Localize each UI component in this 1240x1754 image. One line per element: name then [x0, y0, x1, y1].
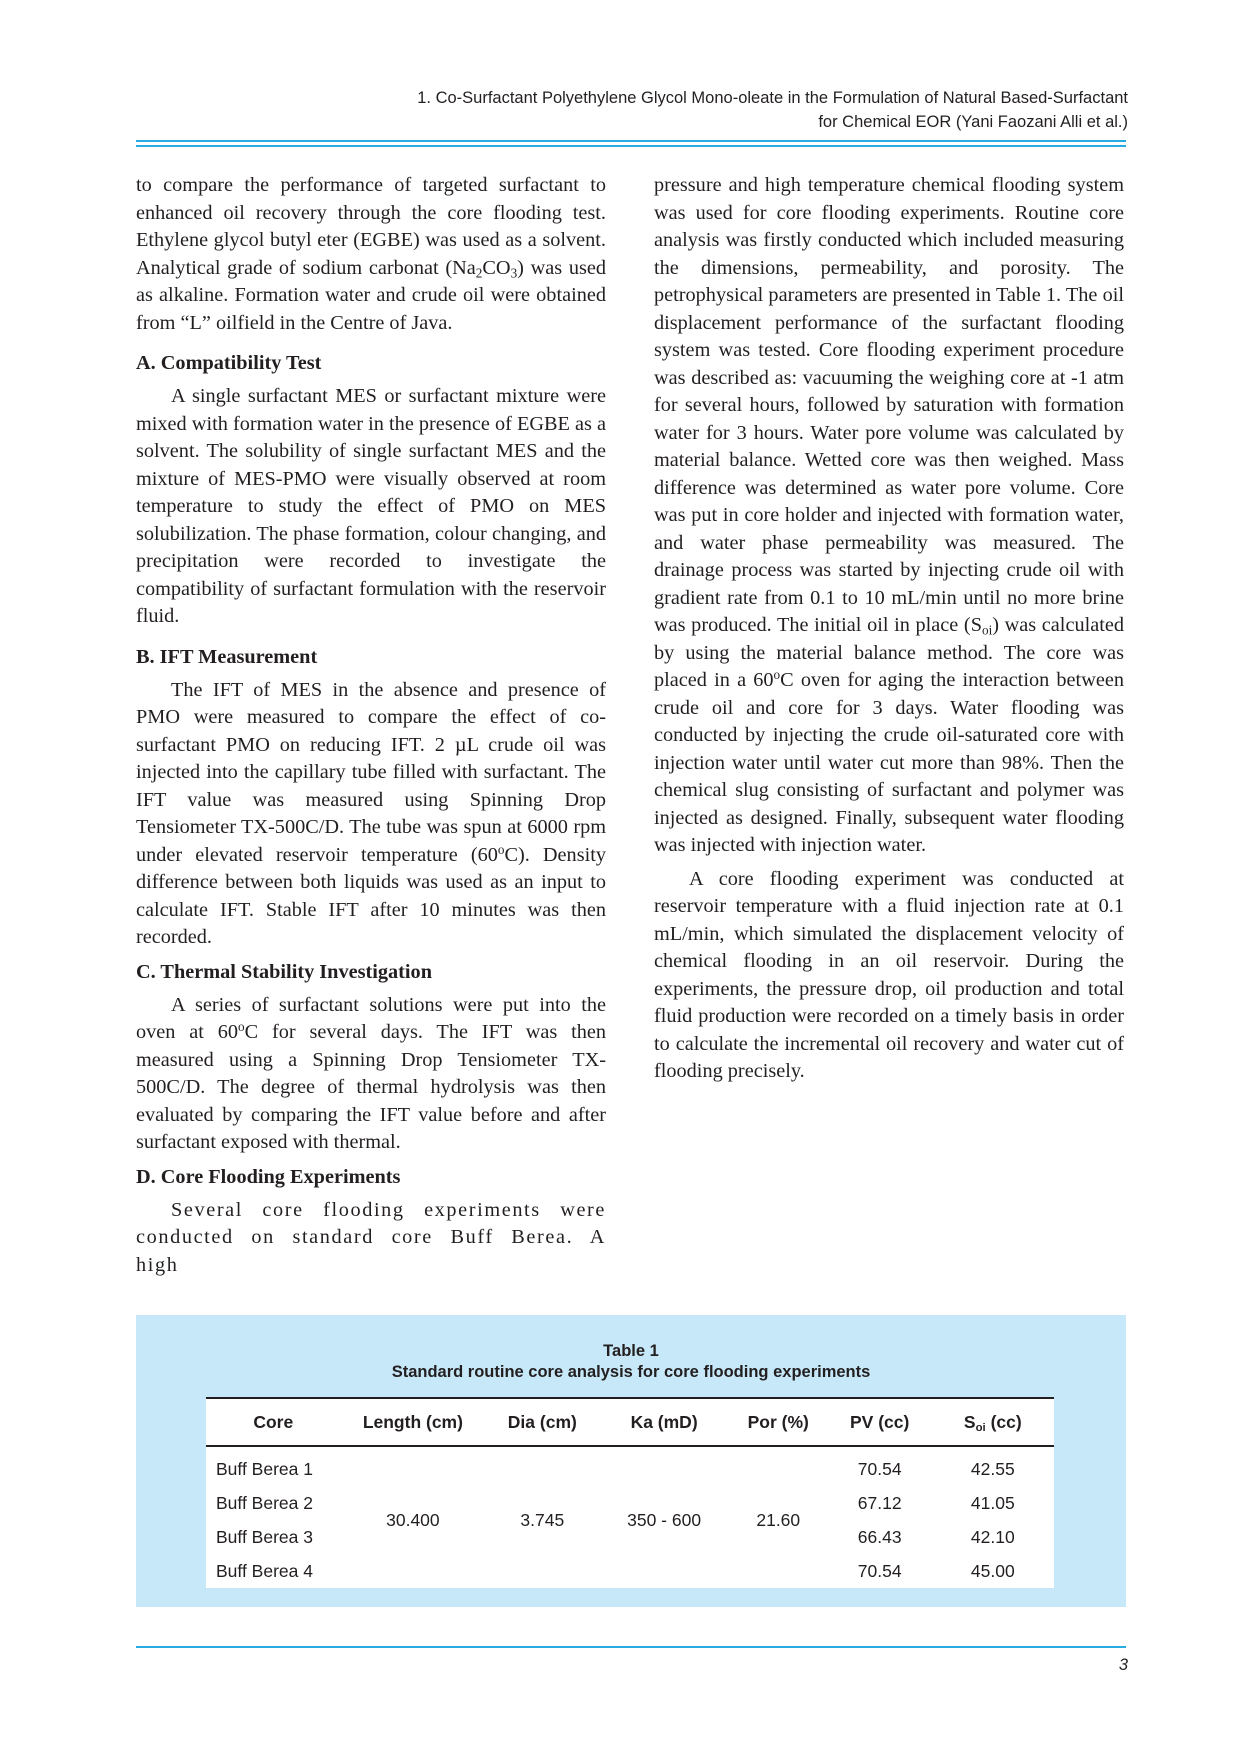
cell-soi: 45.00	[970, 1560, 1015, 1581]
table-1-label: Table 1	[603, 1342, 659, 1360]
right-column	[654, 172, 1124, 1086]
page-number: 3	[1118, 1656, 1128, 1674]
running-header-line-2: for Chemical EOR (Yani Faozani Alli et al.)	[818, 113, 1128, 131]
table-header-row	[206, 1398, 1054, 1446]
cell-pv: 70.54	[857, 1458, 902, 1479]
section-d-paragraph: Several core flooding experiments were conducted on standard core Buff Berea. A high	[136, 1198, 606, 1276]
table-1-caption	[136, 1341, 1126, 1383]
cell-core: Buff Berea 1	[216, 1458, 313, 1479]
running-header-line-1: 1. Co-Surfactant Polyethylene Glycol Mono-oleate in the Formulation of Natural Based-Surfactant	[417, 89, 1128, 107]
cell-core: Buff Berea 4	[216, 1560, 313, 1581]
cell-dia: 3.745	[520, 1509, 565, 1530]
core-flooding-conditions-paragraph: A core flooding experiment was conducted at reservoir temperature with a fluid injection rate at 0.1 mL/min, which simulated the displacement velocity of chemical flooding in an oil reservoir. During the experiments, the pressure drop, oil production and total fluid production were recorded on a timely basis in order to calculate the incremental oil recovery and water cut of flooding precisely.	[654, 867, 1124, 1082]
left-column	[136, 172, 606, 1279]
cell-por: 21.60	[756, 1509, 801, 1530]
section-c-heading: C. Thermal Stability Investigation	[136, 960, 432, 983]
cell-pv: 66.43	[857, 1526, 902, 1547]
header-soi: $S_{oi}$ (cc)	[932, 1398, 1054, 1446]
running-header	[148, 86, 1128, 134]
section-c-paragraph: A series of surfactant solutions were put into the oven at 60$^o$C for several days. The IFT was then measured using a Spinning Drop Tensiometer TX-500C/D. The degree of thermal hydrolysis was then evaluated by comparing the IFT value before and after surfactant exposed with thermal.	[136, 993, 606, 1153]
cell-core: Buff Berea 3	[216, 1526, 313, 1547]
table-1-panel	[136, 1315, 1126, 1607]
section-d-heading: D. Core Flooding Experiments	[136, 1165, 401, 1188]
core-flooding-paragraph: pressure and high temperature chemical flooding system was used for core flooding experiments. Routine core analysis was firstly conducted which included measuring the dimensions, permeability, and porosity. The petrophysical parameters are presented in Table 1. The oil displacement performance of the surfactant flooding system was tested. Core flooding experiment procedure was described as: vacuuming the weighing core at -1 atm for several hours, followed by saturation with formation water for 3 hours. Water pore volume was calculated by material balance. Wetted core was then weighed. Mass difference was determined as water pore volume. Core was put in core holder and injected with formation water, and water phase permeability was measured. The drainage process was started by injecting crude oil with gradient rate from 0.1 to 10 mL/min until no more brine was produced. The initial oil in place $(S_{oi})$ was calculated by using the material balance method. The core was placed in a 60$^o$C oven for aging the interaction between crude oil and core for 3 days. Water flooding was conducted by injecting the crude oil-saturated core with injection water until water cut more than 98%. Then the chemical slug consisting of surfactant and polymer was injected as designed. Finally, subsequent water flooding was injected with injection water.	[654, 174, 1125, 856]
intro-paragraph: to compare the performance of targeted surfactant to enhanced oil recovery through the core flooding test. Ethylene glycol butyl eter (EGBE) was used as a solvent. Analytical grade of sodium carbonat $(Na_2CO_3)$ was used as alkaline. Formation water and crude oil were obtained from “L” oilfield in the Centre of Java.	[136, 174, 606, 334]
header-pv: PV (cc)	[828, 1398, 932, 1446]
section-a-paragraph: A single surfactant MES or surfactant mixture were mixed with formation water in the presence of EGBE as a solvent. The solubility of single surfactant MES and the mixture of MES-PMO were visually observed at room temperature to study the effect of PMO on MES solubilization. The phase formation, colour changing, and precipitation were recorded to investigate the compatibility of surfactant formulation with the reservoir fluid.	[136, 385, 606, 627]
footer-divider	[136, 1646, 1126, 1648]
section-b-heading: B. IFT Measurement	[136, 645, 318, 668]
cell-soi: 41.05	[970, 1492, 1015, 1513]
header-por: Por (%)	[729, 1398, 828, 1446]
header-ka: Ka (mD)	[599, 1398, 728, 1446]
cell-soi: 42.55	[970, 1458, 1015, 1479]
cell-pv: 67.12	[857, 1492, 902, 1513]
core-analysis-table	[206, 1397, 1054, 1588]
header-length: Length (cm)	[341, 1398, 486, 1446]
section-a-heading: A. Compatibility Test	[136, 352, 322, 374]
header-divider	[136, 140, 1126, 147]
cell-ka: 350 - 600	[627, 1509, 702, 1530]
cell-pv: 70.54	[857, 1560, 902, 1581]
cell-core: Buff Berea 2	[216, 1492, 313, 1513]
header-dia: Dia (cm)	[485, 1398, 599, 1446]
section-b-paragraph: The IFT of MES in the absence and presence of PMO were measured to compare the effect of co-surfactant PMO on reducing IFT. 2 µL crude oil was injected into the capillary tube filled with surfactant. The IFT value was measured using Spinning Drop Tensiometer TX-500C/D. The tube was spun at 6000 rpm under elevated reservoir temperature (60$^o$C). Density difference between both liquids was used as an input to calculate IFT. Stable IFT after 10 minutes was then recorded.	[136, 678, 606, 948]
table-1-title: Standard routine core analysis for core flooding experiments	[391, 1363, 871, 1381]
table-row	[206, 1446, 1054, 1486]
cell-soi: 42.10	[970, 1526, 1015, 1547]
cell-length: 30.400	[386, 1509, 440, 1530]
header-core: Core	[206, 1398, 341, 1446]
